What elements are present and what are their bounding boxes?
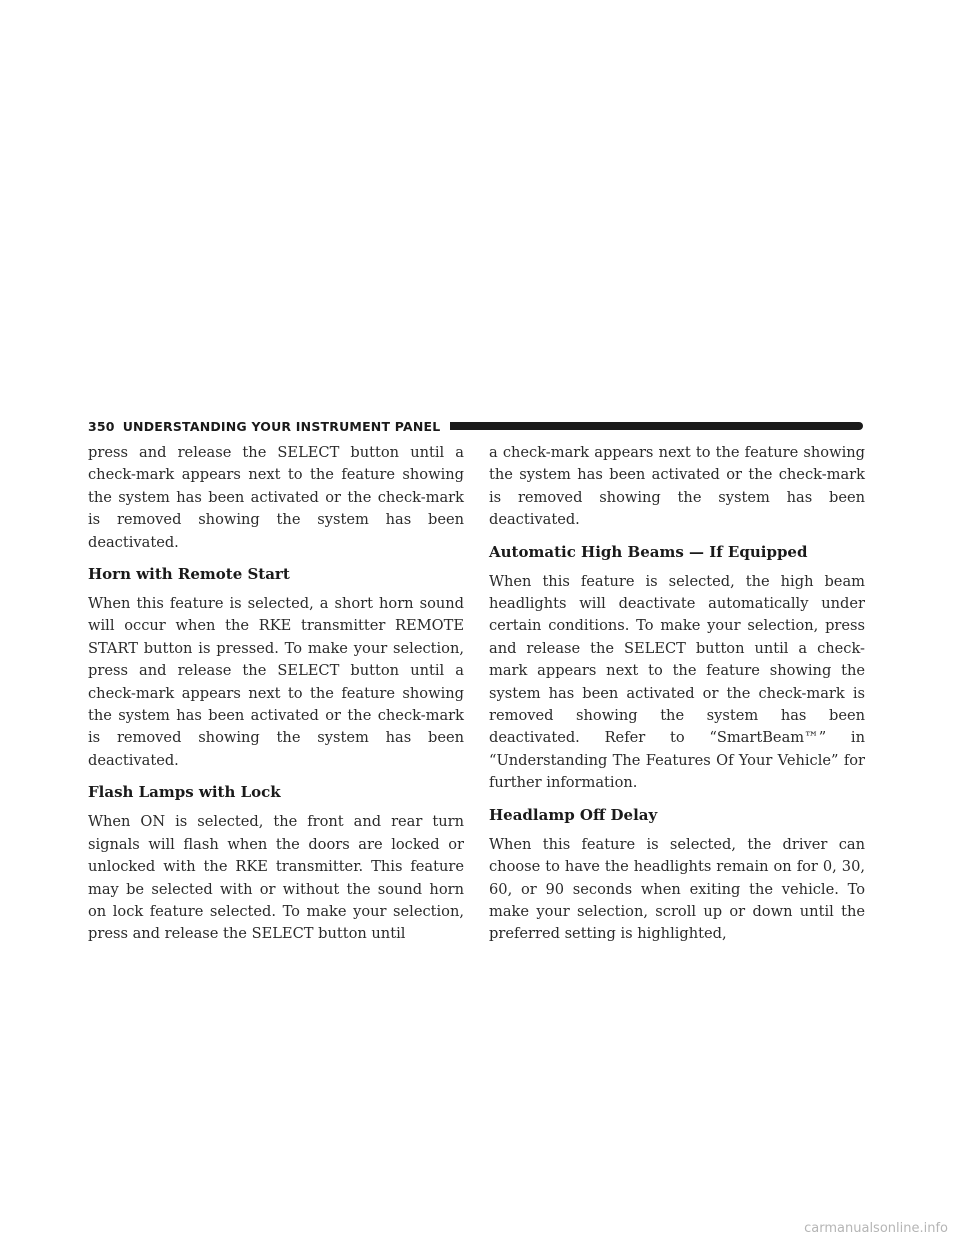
left-column: [88, 442, 464, 955]
heading-flash-lamps-with-lock: Flash Lamps with Lock: [88, 783, 281, 802]
paragraph: When this feature is selected, a short horn sound will occur when the RKE transmitter REMOTE START button is pressed. To make your selection, press and release the SELECT button until a check-mark appears next to the feature showing the system has been activated or the check-mark is removed showing the system has been deactivated.: [88, 595, 464, 769]
paragraph: When ON is selected, the front and rear turn signals will flash when the doors are locked or unlocked with the RKE transmitter. This feature may be selected with or without the sound horn on lock feature selected. To make your selection, press and release the SELECT button until: [88, 813, 464, 943]
heading-horn-with-remote-start: Horn with Remote Start: [88, 565, 290, 584]
paragraph: press and release the SELECT button until a check-mark appears next to the feature showing the system has been activated or the check-mark is removed showing the system has been deactivated.: [88, 444, 464, 551]
heading-automatic-high-beams: Automatic High Beams — If Equipped: [489, 542, 808, 561]
header-rule: [450, 422, 863, 430]
paragraph: a check-mark appears next to the feature showing the system has been activated or the check-mark is removed showing the system has been deactivated.: [489, 444, 865, 529]
watermark: carmanualsonline.info: [804, 1221, 948, 1236]
page-number: 350: [88, 418, 115, 434]
heading-headlamp-off-delay: Headlamp Off Delay: [489, 805, 658, 824]
right-column: [489, 442, 865, 955]
paragraph: When this feature is selected, the driver can choose to have the headlights remain on for 0, 30, 60, or 90 seconds when exiting the vehicle. To make your selection, scroll up or down until the preferred setting is highlighted,: [489, 835, 865, 943]
page-header: [88, 416, 863, 436]
section-title: UNDERSTANDING YOUR INSTRUMENT PANEL: [122, 418, 441, 434]
paragraph: When this feature is selected, the high beam headlights will deactivate automatically under certain conditions. To make your selection, press and release the SELECT button until a check-mark appears next to the feature showing the system has been activated or the check-mark is removed showing the system has been deactivated. Refer to “SmartBeam™” in “Understanding The Features Of Your Vehicle” for further information.: [489, 572, 865, 792]
